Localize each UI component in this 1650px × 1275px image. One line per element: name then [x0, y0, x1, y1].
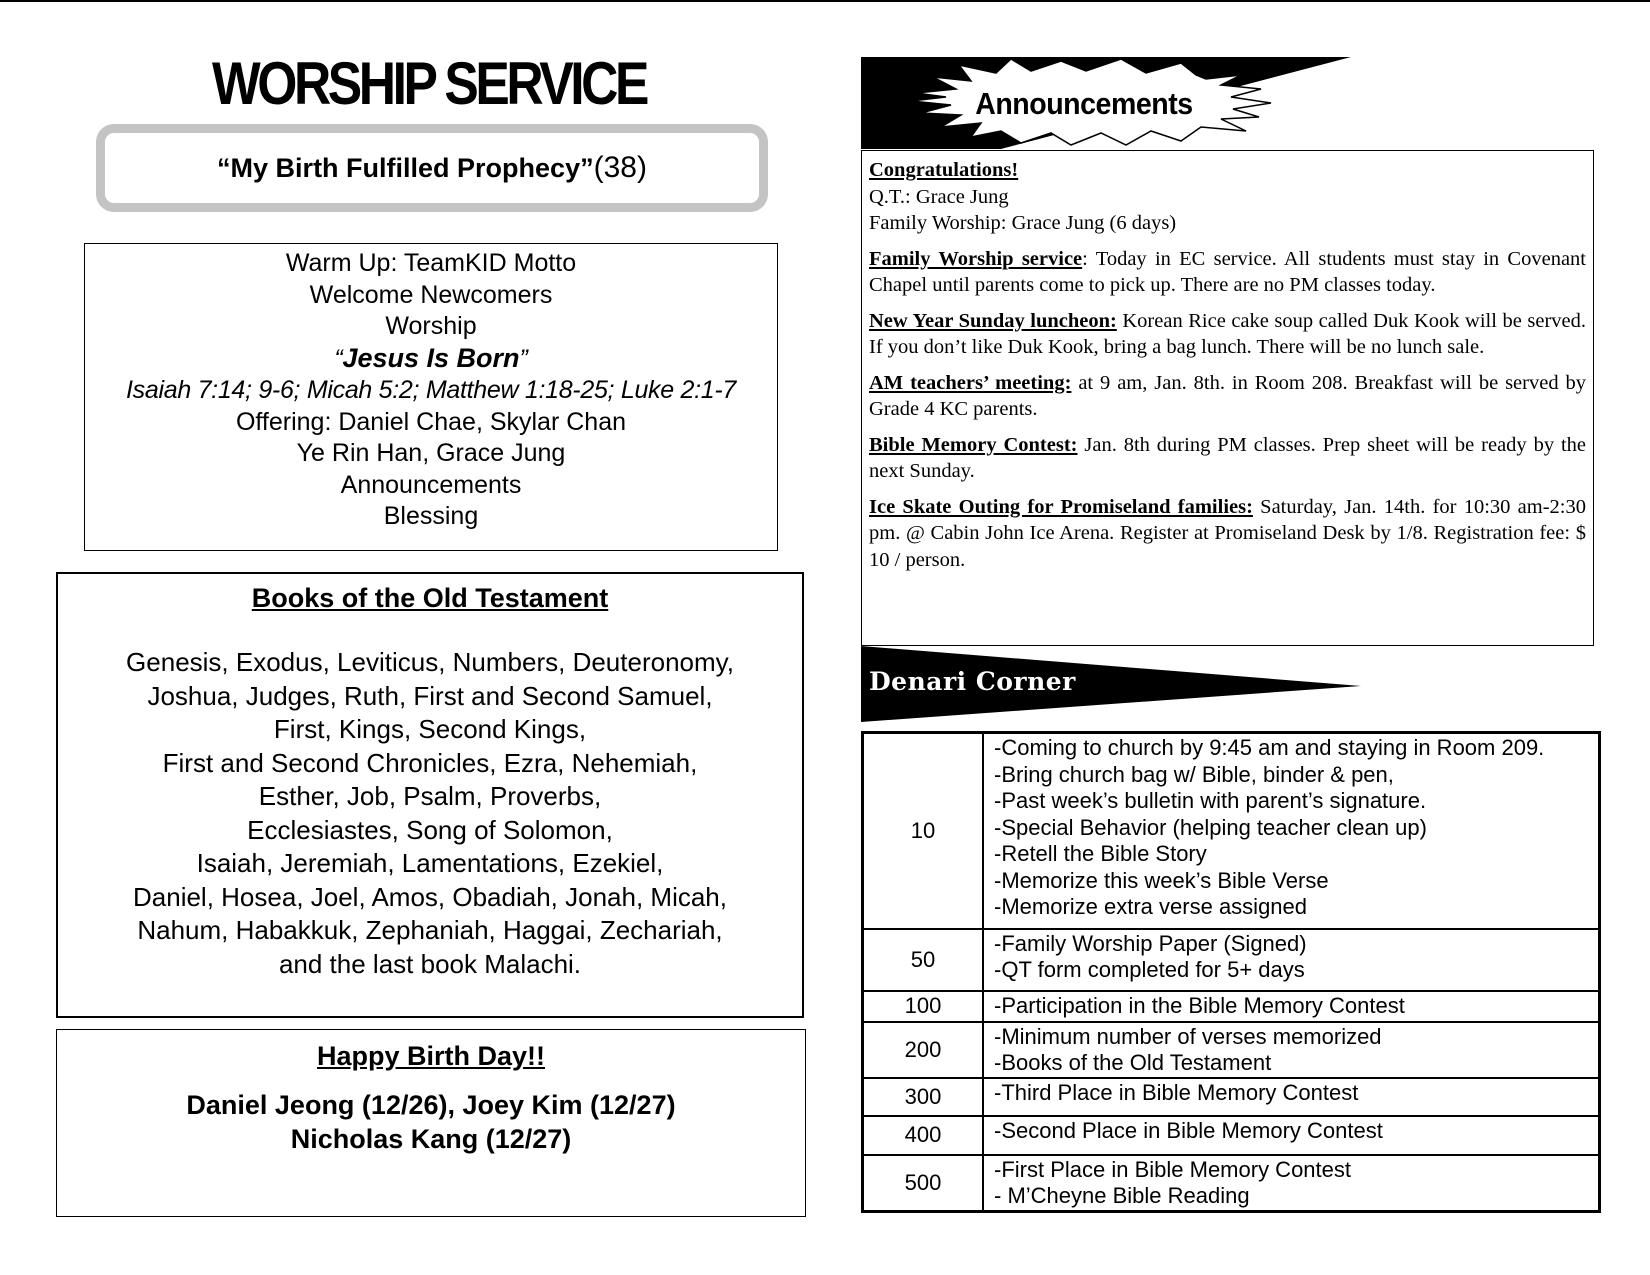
- criteria-item: -Retell the Bible Story: [994, 841, 1207, 866]
- announcement-label: Bible Memory Contest:: [869, 433, 1078, 456]
- criteria-item: -Family Worship Paper (Signed): [994, 930, 1307, 956]
- criteria-item: -Coming to church by 9:45 am and staying in Room 209.: [994, 735, 1545, 760]
- announcement-item: [869, 308, 1586, 361]
- birthday-names: [57, 1088, 805, 1156]
- criteria-item: -Special Behavior (helping teacher clean up): [994, 814, 1427, 840]
- table-row: [863, 991, 1600, 1022]
- announcement-text: Korean Rice cake soup called Duk Kook will be served. If you don’t like Duk Kook, bring a bag lunch. There will be no lunch sale.: [869, 309, 1586, 358]
- book-line: Daniel, Hosea, Joel, Amos, Obadiah, Jonah, Micah,: [133, 881, 727, 912]
- order-of-service: [84, 243, 778, 551]
- announcement-label: AM teachers’ meeting:: [869, 371, 1072, 394]
- book-line: Ecclesiastes, Song of Solomon,: [247, 814, 613, 845]
- birthday-line: Nicholas Kang (12/27): [290, 1124, 572, 1154]
- hymn-title: “Jesus Is Born”: [334, 342, 528, 373]
- denari-points-table: [861, 731, 1601, 1213]
- program-item: Blessing: [383, 502, 479, 530]
- scripture-reference: Isaiah 7:14; 9-6; Micah 5:2; Matthew 1:18-25; Luke 2:1-7: [126, 376, 736, 404]
- table-row: [863, 1078, 1600, 1116]
- program-item: Warm Up: TeamKID Motto: [285, 249, 577, 277]
- book-line: Nahum, Habakkuk, Zephaniah, Haggai, Zechariah,: [137, 915, 723, 945]
- table-row: [863, 1116, 1600, 1155]
- announcement-item: [869, 432, 1586, 485]
- table-row: [863, 733, 1600, 929]
- program-item: Offering: Daniel Chae, Skylar Chan: [235, 407, 626, 436]
- criteria-item: -Memorize extra verse assigned: [994, 894, 1308, 919]
- criteria-cell: [983, 1155, 1600, 1212]
- criteria-item: -First Place in Bible Memory Contest: [994, 1156, 1351, 1182]
- program-item: Ye Rin Han, Grace Jung: [296, 439, 566, 467]
- points-cell: 50: [863, 929, 984, 991]
- birthday-line: Daniel Jeong (12/26), Joey Kim (12/27): [186, 1090, 676, 1120]
- sermon-number: (38): [593, 151, 647, 184]
- criteria-item: -Bring church bag w/ Bible, binder & pen,: [994, 761, 1394, 787]
- points-cell: 100: [863, 991, 984, 1022]
- criteria-item: -Books of the Old Testament: [994, 1050, 1272, 1075]
- announcement-item: [869, 370, 1586, 423]
- criteria-item: -Minimum number of verses memorized: [994, 1023, 1382, 1049]
- congrats-line: Q.T.: Grace Jung: [869, 185, 1009, 208]
- old-testament-list: [58, 646, 802, 981]
- old-testament-heading: Books of the Old Testament: [251, 583, 609, 613]
- criteria-cell: [983, 1116, 1600, 1155]
- top-border: [0, 0, 1650, 2]
- announcement-label: Family Worship service: [869, 247, 1083, 270]
- sermon-theme: “My Birth Fulfilled Prophecy”: [217, 152, 594, 183]
- criteria-cell: [983, 1022, 1600, 1078]
- points-cell: 300: [863, 1078, 984, 1116]
- criteria-item: -Memorize this week’s Bible Verse: [994, 867, 1329, 893]
- announcement-item: [869, 246, 1586, 299]
- sermon-theme-box: [96, 124, 768, 212]
- announcement-text: at 9 am, Jan. 8th. in Room 208. Breakfast will be served by Grade 4 KC parents.: [869, 371, 1586, 420]
- old-testament-books-box: [56, 572, 804, 1018]
- criteria-cell: [983, 733, 1600, 929]
- congratulations-block: [869, 157, 1586, 237]
- book-line: Joshua, Judges, Ruth, First and Second Samuel,: [147, 680, 713, 711]
- criteria-item: -Past week’s bulletin with parent’s signature.: [994, 788, 1427, 813]
- announcement-item: [869, 494, 1586, 574]
- criteria-item: -Participation in the Bible Memory Contest: [994, 992, 1405, 1018]
- criteria-item: -QT form completed for 5+ days: [994, 957, 1305, 982]
- announcement-label: New Year Sunday luncheon:: [869, 309, 1117, 332]
- announcement-label: Ice Skate Outing for Promiseland families:: [869, 495, 1253, 518]
- points-cell: 500: [863, 1155, 984, 1212]
- table-row: [863, 1022, 1600, 1078]
- birthday-box: [56, 1029, 806, 1217]
- points-cell: 400: [863, 1116, 984, 1155]
- birthday-heading: Happy Birth Day!!: [316, 1041, 546, 1071]
- announcement-text: : Today in EC service. All students must stay in Covenant Chapel until parents come to pick up. There are no PM classes today.: [869, 247, 1586, 296]
- book-line: First and Second Chronicles, Ezra, Nehemiah,: [162, 747, 698, 778]
- program-item: Worship: [385, 312, 477, 340]
- announcements-box: [861, 150, 1594, 646]
- program-item: Welcome Newcomers: [309, 280, 553, 309]
- table-row: [863, 1155, 1600, 1212]
- book-line: Genesis, Exodus, Leviticus, Numbers, Deuteronomy,: [126, 647, 734, 677]
- congratulations-label: Congratulations!: [869, 159, 1019, 181]
- announcement-text: Saturday, Jan. 14th. for 10:30 am-2:30 pm. @ Cabin John Ice Arena. Register at Promiseland Desk by 1/8. Registration fee: $ 10 / person.: [869, 495, 1586, 571]
- program-item: Announcements: [340, 470, 522, 499]
- points-cell: 200: [863, 1022, 984, 1078]
- criteria-cell: [983, 1078, 1600, 1116]
- table-row: [863, 929, 1600, 991]
- denari-corner-title: Denari Corner: [869, 667, 1076, 696]
- criteria-item: -Second Place in Bible Memory Contest: [994, 1117, 1383, 1143]
- book-line: Esther, Job, Psalm, Proverbs,: [258, 781, 602, 811]
- congrats-line: Family Worship: Grace Jung (6 days): [869, 212, 1177, 234]
- book-line: First, Kings, Second Kings,: [273, 714, 587, 744]
- criteria-cell: [983, 991, 1600, 1022]
- criteria-cell: [983, 929, 1600, 991]
- announcement-text: Jan. 8th during PM classes. Prep sheet will be ready by the next Sunday.: [869, 433, 1587, 482]
- points-cell: 10: [863, 733, 984, 929]
- worship-service-title: WORSHIP SERVICE: [212, 50, 646, 117]
- book-line: Isaiah, Jeremiah, Lamentations, Ezekiel,: [196, 848, 664, 878]
- announcements-title: Announcements: [975, 86, 1193, 121]
- criteria-item: - M’Cheyne Bible Reading: [994, 1183, 1250, 1208]
- criteria-item: -Third Place in Bible Memory Contest: [994, 1079, 1359, 1105]
- book-line: and the last book Malachi.: [278, 948, 582, 979]
